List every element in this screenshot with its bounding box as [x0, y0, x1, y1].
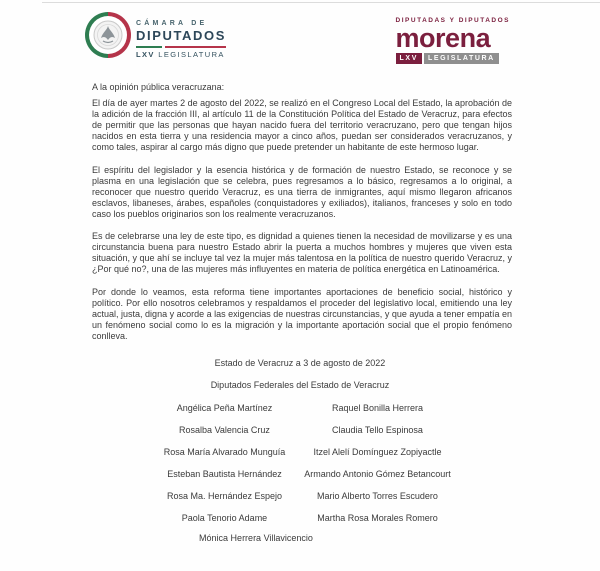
morena-top-text: DIPUTADAS Y DIPUTADOS	[395, 17, 510, 24]
camara-seal-icon	[85, 12, 131, 58]
camara-line2: DIPUTADOS	[136, 28, 226, 43]
signatory-name: Martha Rosa Morales Romero	[317, 512, 438, 523]
signatory-name: Angélica Peña Martínez	[176, 402, 273, 413]
signatory-name: Itzel Alelí Domínguez Zopiyactle	[313, 446, 442, 457]
paragraph-2: El espíritu del legislador y la esencia histórica y de formación de nuestro Estado, se reconoce y se plasma en una legislación que se celebra, pues regresamos a lo básico, regresamos a lo original, a reconocer que nuestro querido Veracruz, es una tierra de inmigrantes, aquí mismo llegaron africanos esclavos, libaneses, árabes, españoles (conquistadores y exiliados), italianos, franceses y solo en todo caso los pueblos originarios son los realmente veracruzanos.	[92, 164, 512, 219]
signatory-name: Rosalba Valencia Cruz	[179, 424, 270, 435]
dateline: Estado de Veracruz a 3 de agosto de 2022	[214, 357, 386, 368]
camara-de-diputados-logo	[85, 12, 226, 59]
letter-body	[92, 82, 512, 342]
signatory-name: Claudia Tello Espinosa	[332, 424, 423, 435]
camara-legislatura-line	[136, 50, 226, 59]
signatory-name: Paola Tenorio Adame	[181, 512, 268, 523]
signatory-name: Raquel Bonilla Herrera	[331, 402, 424, 413]
paragraph-4: Por donde lo veamos, esta reforma tiene importantes aportaciones de beneficio social, histórico y político. Por ello nosotros celebramos y respaldamos el proceder del legislativo local, emitiendo una ley actual, justa, digna y acorde a las exigencias de nuestras circunstancias, y que ayuda a tener empatía en un fenómeno social como lo es la migración y la importante aportación social que el propio fenómeno conlleva.	[92, 286, 512, 341]
morena-legislatura-badge: LEGISLATURA	[424, 53, 499, 64]
morena-logo	[396, 12, 510, 64]
signatories-title: Diputados Federales del Estado de Veracruz	[210, 379, 390, 390]
camara-logo-text	[136, 12, 226, 59]
signatory-name: Armando Antonio Gómez Betancourt	[304, 468, 451, 479]
green-bar	[136, 46, 162, 48]
camara-legislatura: LEGISLATURA	[158, 50, 225, 59]
paragraph-3: Es de celebrarse una ley de este tipo, es dignidad a quienes tienen la necesidad de movilizarse y es una circunstancia buena para nuestro Estado abrir la puerta a muchos hombres y mujeres que viven esta situación, y que ahí se incluye tal vez la mujer más talentosa en la política de nuestro querido Veracruz, y ¿Por qué no?, una de las mujeres más influyentes en materia de política energética en Latinoamérica.	[92, 231, 512, 274]
signatory-name-final: Mónica Herrera Villavicencio	[199, 532, 313, 543]
signatory-name: Esteban Bautista Hernández	[167, 468, 282, 479]
salutation: A la opinión pública veracruzana:	[92, 82, 225, 92]
morena-lxv-badge: LXV	[396, 53, 422, 64]
morena-wordmark: morena	[395, 23, 491, 53]
signatories-grid	[148, 403, 454, 524]
top-divider	[42, 2, 600, 3]
signatory-name: Rosa María Alvarado Munguía	[163, 446, 286, 457]
camara-color-bars	[136, 46, 226, 48]
camara-line1: CÁMARA DE	[136, 20, 208, 27]
paragraph-1: El día de ayer martes 2 de agosto del 2022, se realizó en el Congreso Local del Estado, la aprobación de la adición de la fracción III, al artículo 11 de la Constitución Política del Estado de Veracruz, para efectos de permitir que las personas que hayan nacido fuera del territorio veracruzano, pero que tengan hijos nacidos en esta tierra y una residencia mayor a cinco años, puedan ser considerados veracruzanos, y como tales, aspirar al cargo más digno que puede pretender un habitante de este hermoso lugar.	[92, 98, 512, 152]
morena-badges	[396, 53, 510, 64]
eagle-coat-of-arms-icon	[89, 16, 127, 54]
signatory-name: Rosa Ma. Hernández Espejo	[166, 490, 283, 501]
signatory-name: Mario Alberto Torres Escudero	[317, 490, 438, 501]
red-bar	[165, 46, 226, 48]
header	[0, 0, 600, 64]
camara-lxv: LXV	[136, 50, 155, 59]
